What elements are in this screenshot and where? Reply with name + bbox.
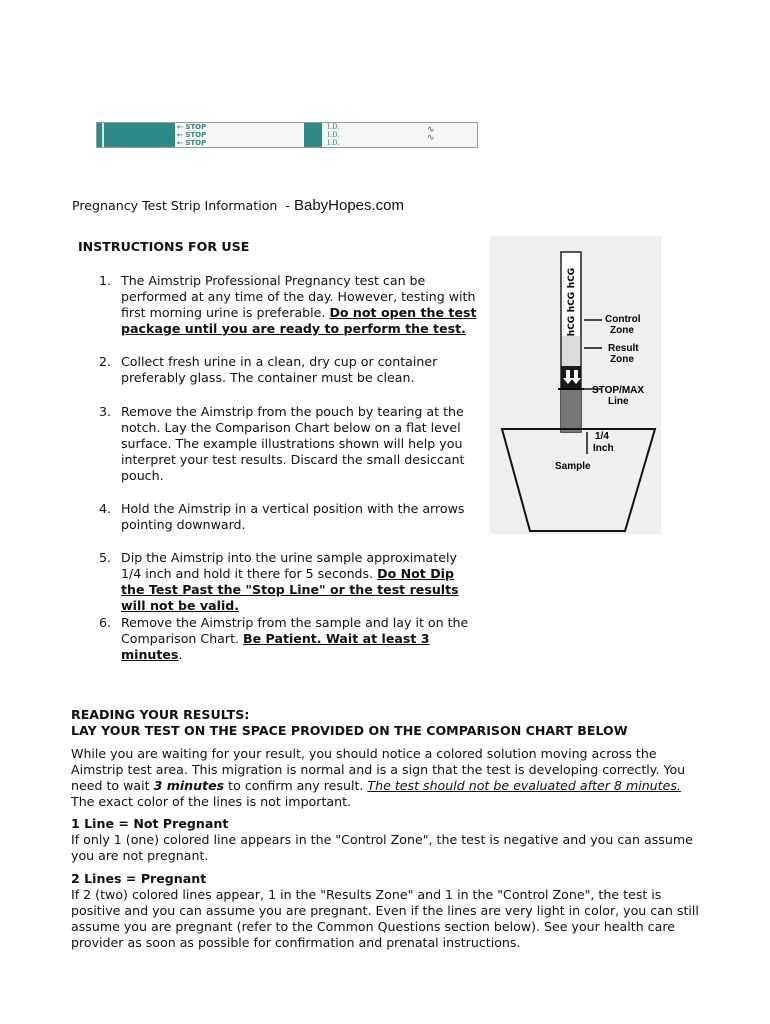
- step-number: 2.: [99, 354, 112, 369]
- step-emphasis: Be Patient. Wait at least 3 minutes: [121, 631, 430, 662]
- stop-max-label: STOP/MAX: [592, 385, 645, 396]
- step-tail: .: [178, 647, 183, 662]
- result-zone-area: [562, 336, 580, 366]
- evaluation-warning: The test should not be evaluated after 8 minutes.: [367, 778, 681, 793]
- strip-stop-label: ← STOP: [177, 123, 207, 131]
- step-number: 5.: [99, 550, 112, 565]
- strip-mark-icon: ∿: [427, 125, 435, 135]
- list-item: [99, 354, 486, 386]
- one-line-title: 1 Line = Not Pregnant: [71, 816, 229, 831]
- step-number: 1.: [99, 273, 112, 288]
- step-number: 6.: [99, 615, 112, 630]
- step-emphasis: Do not open the test package until you are ready to perform the test.: [121, 305, 477, 336]
- step-text: Dip the Aimstrip into the urine sample approximately 1/4 inch and hold it there for 5 seconds.: [121, 550, 457, 581]
- strip-teal-band: [97, 123, 175, 147]
- one-line-text: If only 1 (one) colored line appears in the "Control Zone", the test is negative and you can assume you are not pregnant.: [71, 832, 693, 863]
- title-separator: -: [285, 198, 290, 213]
- hcg-label: hCG: [567, 315, 577, 337]
- two-lines-title: 2 Lines = Pregnant: [71, 871, 207, 886]
- test-strip-image: [96, 122, 478, 148]
- strip-id-label: I.D.: [327, 139, 340, 147]
- hcg-label: hCG: [567, 267, 577, 289]
- strip-teal-band: [304, 123, 322, 147]
- page-title: [72, 198, 404, 214]
- wait-time: 3 minutes: [153, 778, 225, 793]
- step-number: 4.: [99, 501, 112, 516]
- strip-mark-icon: ∿: [427, 133, 435, 143]
- quarter-inch-label: 1/4: [595, 431, 609, 442]
- title-text: Pregnancy Test Strip Information: [72, 198, 278, 213]
- step-text: The Aimstrip Professional Pregnancy test can be performed at any time of the day. However, testing with first morning urine is preferable.: [121, 273, 476, 320]
- control-zone-label: Control: [605, 314, 641, 325]
- two-lines-text: If 2 (two) colored lines appear, 1 in the "Results Zone" and 1 in the "Control Zone", the test is positive and you can assume you are pregnant. Even if the lines are very light in color, you can still assume you are pregnant (refer to the Common Questions section below). See your health care provider as soon as possible for confirmation and prenatal instructions.: [71, 887, 699, 950]
- strip-divider: [102, 123, 104, 147]
- results-text: to confirm any result.: [224, 778, 368, 793]
- quarter-inch-label: Inch: [593, 443, 614, 454]
- sample-label: Sample: [555, 461, 591, 472]
- hcg-label: hCG: [567, 291, 577, 313]
- list-item: [99, 404, 471, 484]
- list-item: [99, 615, 476, 663]
- result-zone-label: Zone: [610, 354, 634, 365]
- test-diagram: [490, 236, 661, 534]
- strip-stop-label: ← STOP: [177, 139, 207, 147]
- step-text: Remove the Aimstrip from the sample and lay it on the Comparison Chart.: [121, 615, 469, 646]
- site-name: BabyHopes.com: [293, 197, 405, 214]
- strip-id-label: I.D.: [327, 131, 340, 139]
- sample-cup: [502, 429, 655, 531]
- result-zone-label: Result: [608, 343, 639, 354]
- results-text: While you are waiting for your result, you should notice a colored solution moving across the Aimstrip test area. This migration is normal and is a sign that the test is developing correctly. You need to wait: [71, 746, 686, 793]
- stop-max-label: Line: [608, 396, 629, 407]
- list-item: [99, 501, 471, 533]
- diagram-svg: [490, 236, 661, 534]
- sample-pad: [561, 388, 581, 432]
- step-emphasis: Do Not Dip the Test Past the "Stop Line" or the test results will not be valid.: [121, 566, 459, 613]
- results-text: The exact color of the lines is not important.: [71, 794, 352, 809]
- control-zone-label: Zone: [610, 325, 634, 336]
- results-subheading: LAY YOUR TEST ON THE SPACE PROVIDED ON THE COMPARISON CHART BELOW: [71, 723, 628, 738]
- results-paragraph: [71, 746, 706, 810]
- strip-stop-label: ← STOP: [177, 131, 207, 139]
- instructions-heading: INSTRUCTIONS FOR USE: [78, 239, 250, 254]
- step-number: 3.: [99, 404, 112, 419]
- results-heading: READING YOUR RESULTS:: [71, 707, 250, 722]
- list-item: [99, 273, 486, 337]
- step-text: Hold the Aimstrip in a vertical position with the arrows pointing downward.: [121, 501, 465, 532]
- step-text: Collect fresh urine in a clean, dry cup or container preferably glass. The container must be clean.: [121, 354, 438, 385]
- strip-id-label: I.D.: [327, 123, 340, 131]
- step-text: Remove the Aimstrip from the pouch by tearing at the notch. Lay the Comparison Chart below on a flat level surface. The example illustrations shown will help you interpret your test results. Discard the small desiccant pouch.: [121, 404, 465, 483]
- list-item: [99, 550, 466, 614]
